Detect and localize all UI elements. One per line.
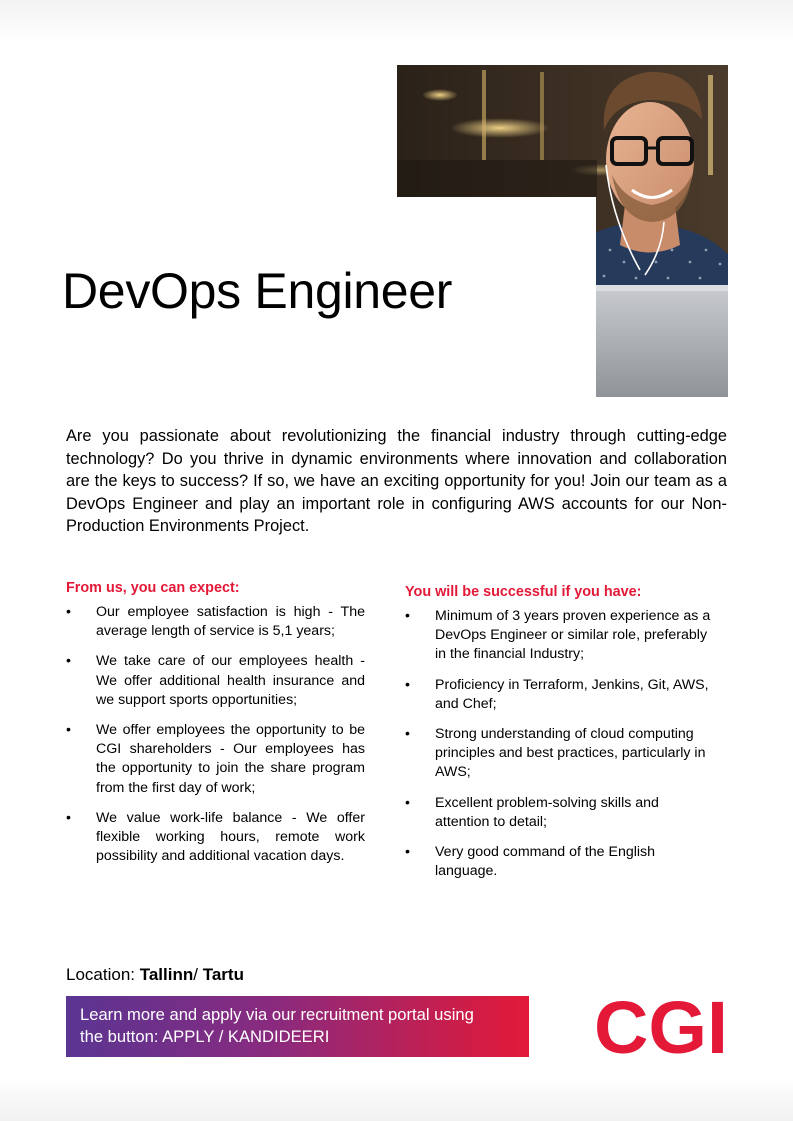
bullet: • bbox=[405, 726, 410, 743]
benefits-list bbox=[66, 603, 365, 866]
bullet: • bbox=[66, 809, 71, 826]
list-item bbox=[66, 603, 365, 641]
list-item-text: Strong understanding of cloud computing principles and best practices, particularly in AWS; bbox=[435, 726, 706, 781]
list-item bbox=[405, 676, 715, 714]
list-item-text: We offer employees the opportunity to be CGI shareholders - Our employees has the opportunity to join the share program from the first day of work; bbox=[96, 722, 365, 796]
list-item-text: Our employee satisfaction is high - The average length of service is 5,1 years; bbox=[96, 604, 365, 640]
requirements-heading: You will be successful if you have: bbox=[405, 584, 642, 600]
requirements-section bbox=[405, 584, 715, 892]
apply-banner-line-2: the button: APPLY / KANDIDEERI bbox=[80, 1027, 330, 1046]
page-title: DevOps Engineer bbox=[62, 263, 453, 319]
list-item bbox=[405, 843, 715, 881]
bullet: • bbox=[405, 608, 410, 624]
cgi-logo bbox=[594, 996, 728, 1056]
intro-paragraph: Are you passionate about revolutionizing the financial industry through cutting-edge technology? Do you thrive in dynamic environments where innovation and collaboration are the keys to success? If so, we have an exciting opportunity for you! Join our team as a DevOps Engineer and play an important role in configuring AWS accounts for our Non-Production Environments Project. bbox=[66, 427, 727, 536]
bullet: • bbox=[66, 604, 71, 620]
location-city-tallinn: Tallinn bbox=[139, 965, 194, 984]
list-item-text: Excellent problem-solving skills and attention to detail; bbox=[435, 794, 659, 830]
list-item-text: Minimum of 3 years proven experience as a DevOps Engineer or similar role, preferably in the financial Industry; bbox=[435, 608, 711, 663]
location-city-tartu: Tartu bbox=[202, 965, 244, 984]
cgi-logo-text: CGI bbox=[594, 996, 728, 1056]
list-item-text: Proficiency in Terraform, Jenkins, Git, AWS, and Chef; bbox=[435, 676, 709, 712]
list-item-text: We take care of our employees health - We offer additional health insurance and we support sports opportunities; bbox=[96, 653, 365, 708]
list-item-text: We value work-life balance - We offer flexible working hours, remote work possibility and additional vacation days. bbox=[96, 809, 365, 865]
list-item bbox=[405, 794, 715, 832]
location-separator: / bbox=[193, 965, 198, 984]
list-item bbox=[66, 652, 365, 710]
bullet: • bbox=[66, 653, 71, 670]
list-item-text: Very good command of the English language. bbox=[435, 844, 656, 880]
bullet: • bbox=[405, 794, 410, 811]
benefits-section bbox=[66, 580, 365, 877]
list-item bbox=[66, 721, 365, 798]
apply-banner-line-1: Learn more and apply via our recruitment portal using bbox=[80, 1005, 474, 1024]
list-item bbox=[66, 809, 365, 867]
bullet: • bbox=[66, 722, 71, 739]
benefits-heading: From us, you can expect: bbox=[66, 580, 240, 596]
apply-banner-button[interactable] bbox=[66, 996, 529, 1057]
bullet: • bbox=[405, 844, 410, 861]
requirements-list bbox=[405, 607, 715, 881]
location-line bbox=[66, 965, 244, 985]
location-label: Location: bbox=[66, 965, 135, 984]
bullet: • bbox=[405, 676, 410, 693]
list-item bbox=[405, 607, 715, 665]
list-item bbox=[405, 725, 715, 783]
